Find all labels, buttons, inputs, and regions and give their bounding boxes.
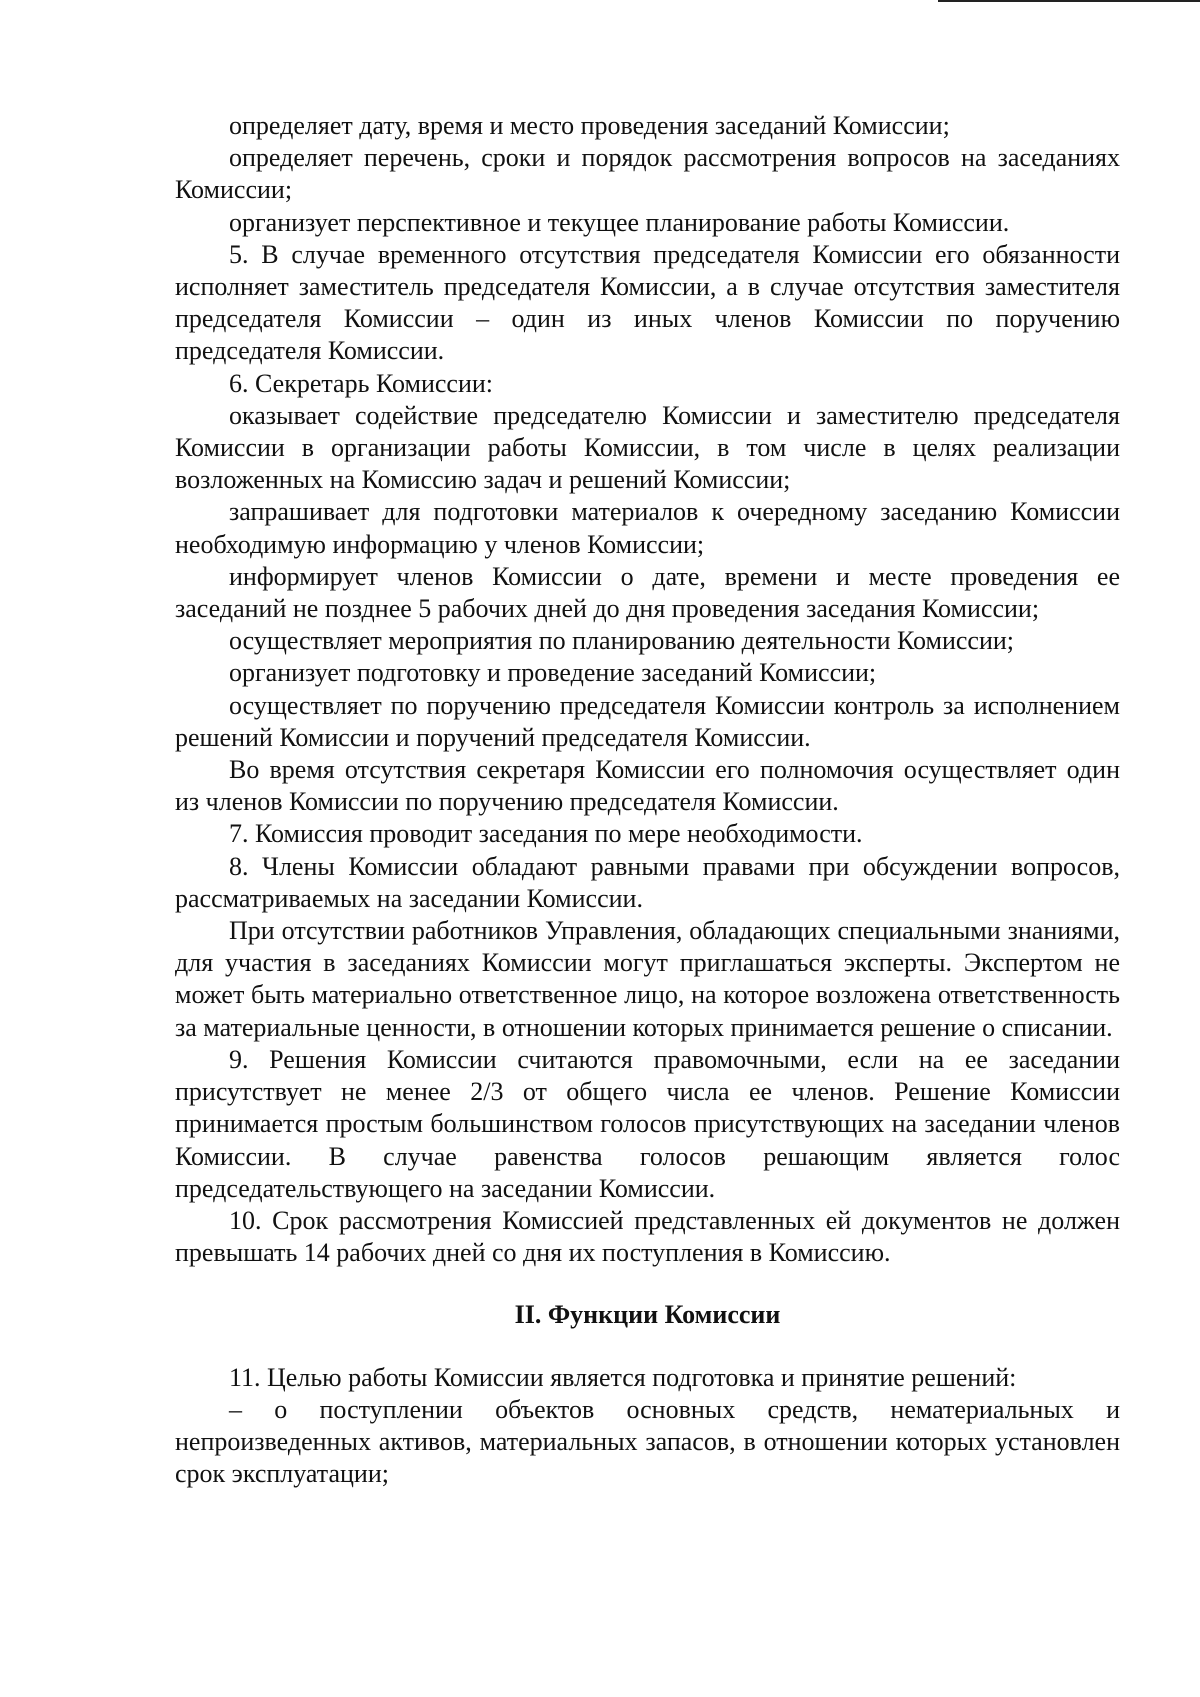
- document-body: [175, 110, 1120, 1490]
- paragraph: осуществляет мероприятия по планированию деятельности Комиссии;: [229, 626, 1015, 656]
- paragraph: определяет дату, время и место проведения заседаний Комиссии;: [229, 111, 950, 140]
- top-edge-line: [938, 0, 1200, 2]
- paragraph: запрашивает для подготовки материалов к очередному заседанию Комиссии необходимую информацию у членов Комиссии;: [175, 497, 1120, 559]
- paragraph: – о поступлении объектов основных средств, нематериальных и непроизведенных активов, материальных запасов, в отношении которых установлен срок эксплуатации;: [175, 1394, 1120, 1489]
- paragraph: организует подготовку и проведение заседаний Комиссии;: [229, 658, 877, 688]
- paragraph: 7. Комиссия проводит заседания по мере необходимости.: [229, 819, 863, 849]
- section-heading: II. Функции Комиссии: [514, 1300, 781, 1330]
- paragraph: Во время отсутствия секретаря Комиссии его полномочия осуществляет один из членов Комиссии по поручению председателя Комиссии.: [175, 755, 1120, 817]
- paragraph: осуществляет по поручению председателя Комиссии контроль за исполнением решений Комиссии и поручений председателя Комиссии.: [175, 690, 1120, 752]
- paragraph: оказывает содействие председателю Комиссии и заместителю председателя Комиссии в организации работы Комиссии, в том числе в целях реализации возложенных на Комиссию задач и решений Комиссии;: [175, 400, 1120, 495]
- paragraph: При отсутствии работников Управления, обладающих специальными знаниями, для участия в заседаниях Комиссии могут приглашаться эксперты. Экспертом не может быть материально ответственное лицо, на которое возложена ответственность за материальные ценности, в отношении которых принимается решение о списании.: [175, 916, 1120, 1042]
- paragraph: 6. Секретарь Комиссии:: [229, 368, 493, 398]
- paragraph: определяет перечень, сроки и порядок рассмотрения вопросов на заседаниях Комиссии;: [175, 143, 1120, 205]
- paragraph: 10. Срок рассмотрения Комиссией представленных ей документов не должен превышать 14 рабочих дней со дня их поступления в Комиссию.: [175, 1205, 1120, 1268]
- paragraph: 5. В случае временного отсутствия председателя Комиссии его обязанности исполняет заместитель председателя Комиссии, а в случае отсутствия заместителя председателя Комиссии – один из иных членов Комиссии по поручению председателя Комиссии.: [175, 239, 1120, 366]
- paragraph: 8. Члены Комиссии обладают равными правами при обсуждении вопросов, рассматриваемых на заседании Комиссии.: [175, 851, 1120, 913]
- paragraph: 11. Целью работы Комиссии является подготовка и принятие решений:: [229, 1362, 1017, 1392]
- paragraph: информирует членов Комиссии о дате, времени и месте проведения ее заседаний не позднее 5 рабочих дней до дня проведения заседания Комиссии;: [175, 561, 1120, 624]
- paragraph: организует перспективное и текущее планирование работы Комиссии.: [229, 207, 1010, 237]
- paragraph: 9. Решения Комиссии считаются правомочными, если на ее заседании присутствует не менее 2/3 от общего числа ее членов. Решение Комиссии принимается простым большинством голосов присутствующих на заседании членов Комиссии. В случае равенства голосов решающим является голос председательствующего на заседании Комиссии.: [175, 1044, 1120, 1203]
